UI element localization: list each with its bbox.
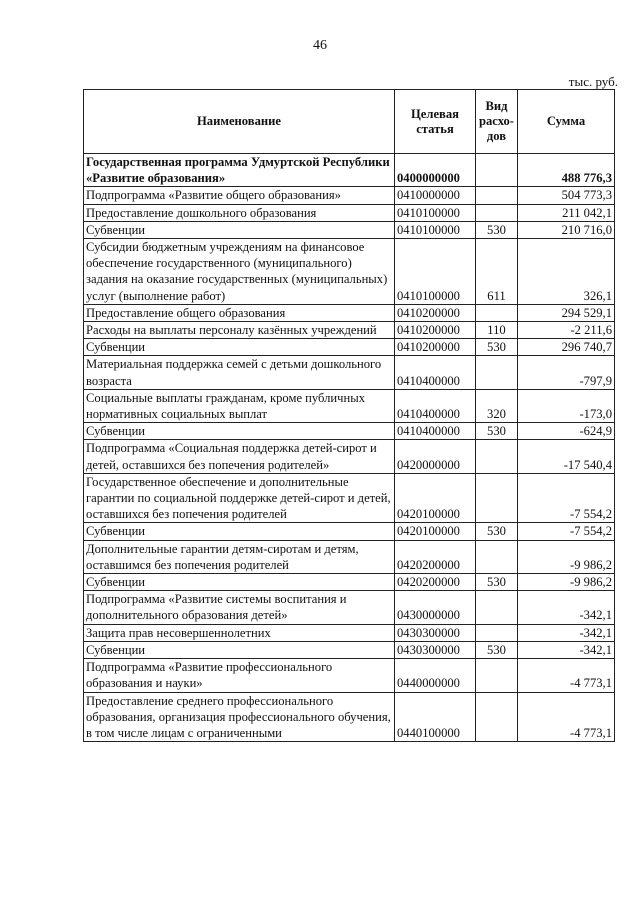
table-row: [84, 423, 615, 440]
cell-code: 0420200000: [395, 574, 476, 591]
cell-code: 0430300000: [395, 641, 476, 658]
cell-kind: [476, 154, 518, 187]
table-row: [84, 389, 615, 422]
table-row: [84, 322, 615, 339]
cell-kind: [476, 624, 518, 641]
header-sum: Сумма: [518, 90, 615, 154]
cell-code: 0410100000: [395, 204, 476, 221]
cell-sum: -342,1: [518, 641, 615, 658]
cell-code: 0410100000: [395, 221, 476, 238]
table-row: [84, 339, 615, 356]
cell-sum: -342,1: [518, 591, 615, 624]
cell-sum: 326,1: [518, 239, 615, 305]
cell-sum: 296 740,7: [518, 339, 615, 356]
table-row: [84, 692, 615, 742]
cell-code: 0410000000: [395, 187, 476, 204]
cell-sum: -797,9: [518, 356, 615, 389]
cell-kind: 530: [476, 423, 518, 440]
cell-name: Защита прав несовершеннолетних: [84, 624, 395, 641]
cell-kind: 530: [476, 339, 518, 356]
cell-kind: [476, 204, 518, 221]
table-row: [84, 154, 615, 187]
cell-sum: -173,0: [518, 389, 615, 422]
cell-kind: 611: [476, 239, 518, 305]
cell-name: Субвенции: [84, 523, 395, 540]
table-row: [84, 356, 615, 389]
cell-name: Субвенции: [84, 221, 395, 238]
cell-name: Государственная программа Удмуртской Республики «Развитие образования»: [84, 154, 395, 187]
cell-code: 0410400000: [395, 356, 476, 389]
cell-name: Предоставление общего образования: [84, 304, 395, 321]
cell-name: Предоставление дошкольного образования: [84, 204, 395, 221]
cell-sum: -17 540,4: [518, 440, 615, 473]
cell-sum: -7 554,2: [518, 523, 615, 540]
cell-sum: 488 776,3: [518, 154, 615, 187]
cell-kind: 320: [476, 389, 518, 422]
cell-name: Подпрограмма «Социальная поддержка детей-сирот и детей, оставшихся без попечения родителей»: [84, 440, 395, 473]
cell-sum: 211 042,1: [518, 204, 615, 221]
cell-sum: 294 529,1: [518, 304, 615, 321]
cell-sum: -2 211,6: [518, 322, 615, 339]
table-row: [84, 574, 615, 591]
cell-code: 0410200000: [395, 322, 476, 339]
table-row: [84, 659, 615, 692]
cell-kind: 530: [476, 574, 518, 591]
cell-sum: -9 986,2: [518, 540, 615, 573]
cell-kind: [476, 304, 518, 321]
table-body: [84, 154, 615, 742]
table-row: [84, 187, 615, 204]
cell-sum: -342,1: [518, 624, 615, 641]
cell-name: Социальные выплаты гражданам, кроме публичных нормативных социальных выплат: [84, 389, 395, 422]
cell-code: 0440100000: [395, 692, 476, 742]
cell-name: Субвенции: [84, 641, 395, 658]
cell-kind: [476, 356, 518, 389]
table-row: [84, 304, 615, 321]
cell-kind: [476, 692, 518, 742]
table-row: [84, 591, 615, 624]
units-label: тыс. руб.: [568, 74, 618, 89]
table-row: [84, 221, 615, 238]
cell-name: Субвенции: [84, 574, 395, 591]
cell-code: 0420100000: [395, 473, 476, 523]
cell-name: Субсидии бюджетным учреждениям на финансовое обеспечение государственного (муниципального) задания на оказание государственных (муниципальных) услуг (выполнение работ): [84, 239, 395, 305]
cell-name: Подпрограмма «Развитие общего образования»: [84, 187, 395, 204]
cell-code: 0410100000: [395, 239, 476, 305]
cell-kind: [476, 187, 518, 204]
header-name: Наименование: [84, 90, 395, 154]
cell-kind: 530: [476, 523, 518, 540]
cell-name: Подпрограмма «Развитие системы воспитания и дополнительного образования детей»: [84, 591, 395, 624]
cell-sum: -7 554,2: [518, 473, 615, 523]
cell-code: 0440000000: [395, 659, 476, 692]
cell-code: 0430000000: [395, 591, 476, 624]
cell-sum: -624,9: [518, 423, 615, 440]
header-kind: Вид расхо-дов: [476, 90, 518, 154]
header-code: Целевая статья: [395, 90, 476, 154]
cell-code: 0400000000: [395, 154, 476, 187]
cell-kind: [476, 540, 518, 573]
table-row: [84, 473, 615, 523]
table-header-row: [84, 90, 615, 154]
cell-name: Материальная поддержка семей с детьми дошкольного возраста: [84, 356, 395, 389]
cell-sum: -4 773,1: [518, 692, 615, 742]
cell-sum: 504 773,3: [518, 187, 615, 204]
cell-name: Подпрограмма «Развитие профессионального образования и науки»: [84, 659, 395, 692]
cell-sum: -4 773,1: [518, 659, 615, 692]
table-row: [84, 523, 615, 540]
cell-kind: [476, 659, 518, 692]
table-row: [84, 239, 615, 305]
cell-name: Расходы на выплаты персоналу казённых учреждений: [84, 322, 395, 339]
cell-kind: 530: [476, 221, 518, 238]
cell-kind: 110: [476, 322, 518, 339]
cell-code: 0410200000: [395, 339, 476, 356]
cell-code: 0420200000: [395, 540, 476, 573]
cell-name: Дополнительные гарантии детям-сиротам и детям, оставшимся без попечения родителей: [84, 540, 395, 573]
cell-code: 0410400000: [395, 423, 476, 440]
cell-code: 0410200000: [395, 304, 476, 321]
cell-kind: 530: [476, 641, 518, 658]
budget-table: [83, 89, 615, 742]
cell-name: Субвенции: [84, 423, 395, 440]
cell-code: 0420100000: [395, 523, 476, 540]
cell-kind: [476, 591, 518, 624]
table-row: [84, 540, 615, 573]
table-row: [84, 624, 615, 641]
cell-code: 0410400000: [395, 389, 476, 422]
table-row: [84, 641, 615, 658]
cell-name: Государственное обеспечение и дополнительные гарантии по социальной поддержке детей-сирот и детей, оставшихся без попечения родителей: [84, 473, 395, 523]
table-row: [84, 440, 615, 473]
cell-sum: -9 986,2: [518, 574, 615, 591]
cell-name: Субвенции: [84, 339, 395, 356]
cell-sum: 210 716,0: [518, 221, 615, 238]
cell-code: 0430300000: [395, 624, 476, 641]
page-number: 46: [313, 38, 327, 53]
table-row: [84, 204, 615, 221]
cell-code: 0420000000: [395, 440, 476, 473]
cell-kind: [476, 473, 518, 523]
cell-name: Предоставление среднего профессионального образования, организация профессионального обучения, в том числе лицам с ограниченными: [84, 692, 395, 742]
cell-kind: [476, 440, 518, 473]
